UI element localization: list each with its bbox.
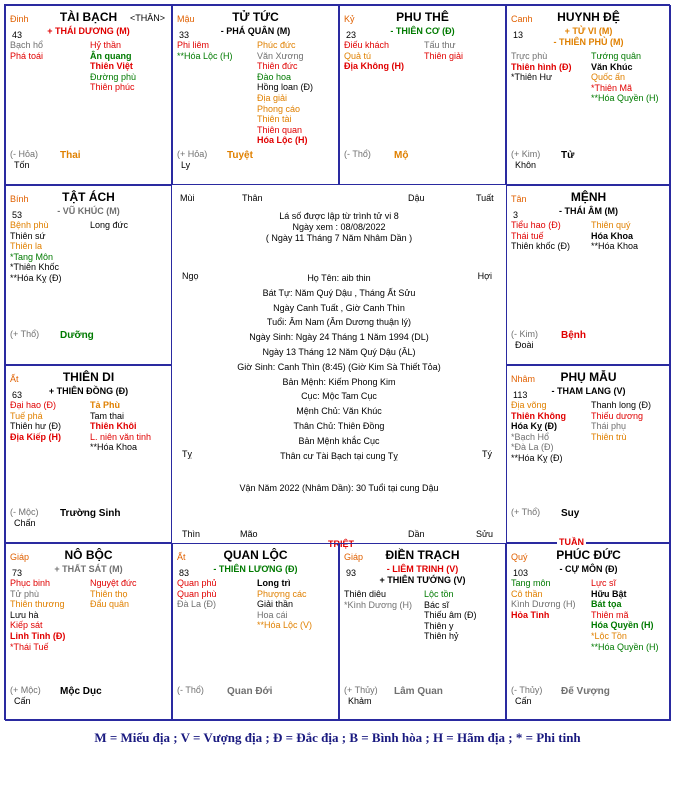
star-entry: Thiên la <box>10 241 43 252</box>
star-entry: Tử phù <box>10 588 40 599</box>
left-stars-column <box>10 40 43 61</box>
star-entry: *Kình Dương (H) <box>344 599 412 610</box>
star-entry: Thiên hỷ <box>424 631 459 642</box>
palace-name: PHÚC ĐỨC <box>556 548 621 562</box>
right-stars-column <box>90 40 136 93</box>
star-entry: Giải thần <box>257 599 294 610</box>
major-star: + TỬ VI (M) <box>564 26 613 36</box>
palace-dien-trach[interactable] <box>339 543 506 721</box>
star-entry: Trực phù <box>511 51 548 61</box>
palace-age-number: 33 <box>179 30 190 40</box>
star-entry: Tuế phá <box>10 410 43 421</box>
star-entry: Hoa cái <box>257 609 288 620</box>
palace-can-chi: Tân <box>511 194 527 204</box>
major-star: - THIÊN PHỦ (M) <box>553 37 624 47</box>
left-stars-column <box>10 578 65 652</box>
star-entry: Điếu khách <box>344 40 390 50</box>
star-entry: *Bạch Hổ <box>511 431 550 442</box>
star-entry: **Hóa Kỵ (Đ) <box>10 272 62 283</box>
star-entry: Long đức <box>90 220 129 230</box>
star-entry: Cô thần <box>511 588 543 599</box>
star-entry: Thiên thương <box>10 599 65 610</box>
star-entry: Phi liêm <box>177 40 210 50</box>
palace-stage: Bệnh <box>561 330 586 341</box>
star-entry: Bạch hổ <box>10 40 44 50</box>
star-entry: Thiên quý <box>591 220 631 230</box>
palace-age-number: 83 <box>179 568 190 578</box>
left-stars-column <box>10 220 62 284</box>
palace-stage: Lâm Quan <box>394 686 443 697</box>
star-entry: Quan phủ <box>177 578 217 588</box>
left-stars-column <box>511 51 572 83</box>
star-entry: Văn Khúc <box>591 61 633 72</box>
star-entry: Địa giải <box>257 92 288 103</box>
star-entry: *Đà La (Đ) <box>511 442 554 453</box>
star-entry: Văn Xương <box>257 50 304 61</box>
right-stars-column <box>90 578 137 610</box>
info-line: Ngày 13 Tháng 12 Năm Quý Dậu (ÂL) <box>262 347 416 357</box>
palace-element: (+ Kim) <box>511 149 541 159</box>
palace-stage: Tuyệt <box>227 150 253 161</box>
major-star: - THAM LANG (V) <box>551 386 626 396</box>
palace-quan-loc[interactable] <box>172 543 339 721</box>
palace-stage: Đế Vượng <box>561 686 610 697</box>
left-stars-column <box>344 40 404 72</box>
palace-stage: Quan Đới <box>227 686 273 697</box>
star-entry: Đẩu quân <box>90 599 130 610</box>
right-stars-column <box>424 589 477 642</box>
star-entry: *Thiên Khốc <box>10 262 60 273</box>
major-star: + THÁI DƯƠNG (M) <box>47 26 130 36</box>
palace-tat-ach[interactable] <box>5 185 172 365</box>
palace-age-number: 113 <box>513 390 528 400</box>
star-entry: Hóa Kỵ (Đ) <box>511 421 558 432</box>
star-entry: **Hóa Quyền (H) <box>591 641 659 652</box>
major-star: - CỰ MÔN (Đ) <box>559 564 618 574</box>
palace-age-number: 23 <box>346 30 357 40</box>
star-entry: Đà La (Đ) <box>177 599 217 610</box>
palace-stage: Thai <box>60 150 81 161</box>
star-entry: Bệnh phù <box>10 220 49 230</box>
palace-name: PHỤ MẪU <box>560 370 617 384</box>
palace-direction: Cấn <box>515 696 532 706</box>
right-stars-column <box>591 400 651 442</box>
left-stars-column <box>511 400 566 464</box>
major-star: - THÁI ÂM (M) <box>559 206 618 216</box>
palace-can-chi: Đinh <box>10 14 29 24</box>
star-entry: Kình Dương (H) <box>511 599 576 610</box>
branch-label: Tuất <box>476 193 494 203</box>
star-entry: Địa Kiếp (H) <box>10 431 62 442</box>
palace-direction: Cấn <box>14 696 31 706</box>
star-entry: Thiên thọ <box>90 588 128 599</box>
star-entry: Đào hoa <box>257 71 292 82</box>
palace-age-number: 103 <box>513 568 529 578</box>
palace-menh[interactable] <box>506 185 671 365</box>
star-entry: *Thiên Hư <box>511 72 553 83</box>
palace-element: (+ Thủy) <box>344 685 378 695</box>
info-line: Cục: Mộc Tam Cục <box>301 391 377 402</box>
palace-age-number: 43 <box>12 30 23 40</box>
left-stars-column <box>344 589 412 610</box>
tuan-marker: TUẦN <box>559 537 584 547</box>
left-stars-column <box>177 578 217 610</box>
star-entry: Thanh long (Đ) <box>591 400 652 410</box>
branch-label: Thìn <box>182 529 201 539</box>
branch-label: Dậu <box>408 193 425 203</box>
star-entry: Thiên hình (Đ) <box>511 61 572 72</box>
palace-phuc-duc[interactable] <box>506 543 671 721</box>
major-star: - THIÊN CƠ (Đ) <box>390 26 455 36</box>
palace-can-chi: Canh <box>511 14 533 24</box>
star-entry: Long trì <box>257 578 291 588</box>
star-entry: Quả tú <box>344 50 372 61</box>
palace-name: QUAN LỘC <box>223 548 288 562</box>
palace-element: (+ Mộc) <box>10 685 41 695</box>
star-entry: Thiên y <box>424 620 454 631</box>
right-stars-column <box>257 578 312 631</box>
star-entry: Thiên Việt <box>90 61 133 72</box>
star-entry: Hóa Lộc (H) <box>257 135 308 146</box>
major-star: + THIÊN TƯỚNG (V) <box>379 575 466 585</box>
star-entry: Thiếu âm (Đ) <box>424 610 477 621</box>
center-info-panel <box>172 185 506 549</box>
palace-element: (+ Hỏa) <box>177 149 208 159</box>
palace-tu-tuc[interactable] <box>172 5 339 185</box>
palace-element: (- Hỏa) <box>10 149 39 159</box>
branch-label: Mùi <box>180 193 195 203</box>
star-entry: *Thái Tuế <box>10 641 49 652</box>
palace-name: HUYNH ĐỆ <box>557 10 620 24</box>
palace-age-number: 73 <box>12 568 23 578</box>
star-entry: *Lộc Tồn <box>591 630 627 641</box>
star-entry: **Hóa Lộc (V) <box>257 620 313 631</box>
palace-stage: Mộc Dục <box>60 686 102 697</box>
branch-label: Hợi <box>477 271 492 281</box>
right-stars-column <box>90 220 128 231</box>
left-stars-column <box>10 400 61 442</box>
palace-direction: Đoài <box>515 340 534 350</box>
intro-line: Ngày xem : 08/08/2022 <box>292 222 386 232</box>
branch-label: Sửu <box>476 529 494 539</box>
palace-element: (- Mộc) <box>10 507 39 517</box>
star-entry: Thiên mã <box>591 609 629 620</box>
star-entry: Nguyệt đức <box>90 578 137 588</box>
branch-label: Ngọ <box>182 271 199 281</box>
star-entry: Tam thai <box>90 410 125 421</box>
info-line: Thân Chủ: Thiên Đồng <box>293 421 385 431</box>
star-entry: Thiên giải <box>424 50 464 61</box>
star-entry: **Hóa Khoa <box>591 241 639 252</box>
star-entry: Phúc đức <box>257 40 296 50</box>
star-entry: *Thiên Mã <box>591 82 633 93</box>
star-entry: Phong cáo <box>257 103 301 114</box>
star-entry: Lưu hà <box>10 609 39 620</box>
palace-element: (- Thủy) <box>511 685 543 695</box>
star-entry: **Hóa Kỵ (Đ) <box>511 452 563 463</box>
info-line: Bản Mệnh khắc Cục <box>298 435 380 446</box>
right-stars-column <box>591 51 659 104</box>
intro-line: ( Ngày 11 Tháng 7 Năm Nhâm Dần ) <box>265 233 413 243</box>
major-star: + THIÊN ĐỒNG (Đ) <box>48 386 129 396</box>
star-entry: Thiên hư (Đ) <box>10 421 62 432</box>
star-entry: Ân quang <box>90 50 132 61</box>
info-line: Họ Tên: aib thin <box>307 273 371 283</box>
palace-stage: Suy <box>561 508 580 519</box>
info-line: Ngày Sinh: Ngày 24 Tháng 1 Năm 1994 (DL) <box>249 332 429 343</box>
star-entry: Thiên trù <box>591 431 627 442</box>
major-star: - PHÁ QUÂN (M) <box>220 26 291 36</box>
palace-phu-the[interactable] <box>339 5 506 185</box>
palace-age-number: 93 <box>346 568 357 578</box>
star-entry: Tướng quân <box>591 51 641 61</box>
star-entry: Hữu Bật <box>591 588 627 599</box>
palace-huynh-de[interactable] <box>506 5 671 185</box>
palace-element: (+ Thổ) <box>511 507 541 517</box>
star-entry: Lực sĩ <box>591 578 617 588</box>
star-entry: Quốc ấn <box>591 72 626 83</box>
star-entry: Linh Tinh (Đ) <box>10 630 66 641</box>
star-entry: Tang môn <box>511 578 551 588</box>
palace-direction: Khảm <box>348 696 372 706</box>
palace-age-number: 53 <box>12 210 23 220</box>
star-entry: **Hóa Quyền (H) <box>591 93 659 104</box>
palace-can-chi: Giáp <box>344 552 364 562</box>
branch-label: Mão <box>240 529 258 539</box>
palace-can-chi: Quý <box>511 552 528 562</box>
info-line: Thân cư Tài Bạch tại cung Tỵ <box>280 450 398 461</box>
star-entry: Kiếp sát <box>10 620 43 631</box>
palace-name: NÔ BỘC <box>64 548 113 562</box>
palace-name: THIÊN DI <box>62 370 115 384</box>
palace-name: MỆNH <box>570 190 607 204</box>
palace-can-chi: Kỷ <box>344 14 355 24</box>
star-entry: Hóa Khoa <box>591 230 634 241</box>
star-entry: Thiên diêu <box>344 589 387 599</box>
palace-can-chi: Bính <box>10 194 29 204</box>
palace-can-chi: Ất <box>10 374 19 384</box>
info-line: Giờ Sinh: Canh Thìn (8:45) (Giờ Kim Sà Thiết Tỏa) <box>237 361 441 372</box>
intro-line: Lá số được lập từ trình tử vi 8 <box>279 211 399 221</box>
star-entry: Thiên Không <box>511 410 566 421</box>
palace-name: TỬ TỨC <box>232 10 279 24</box>
palace-direction: Khôn <box>515 160 537 170</box>
star-entry: Địa Không (H) <box>344 61 404 72</box>
branch-label: Tỵ <box>182 449 192 459</box>
star-entry: Đường phù <box>90 71 136 82</box>
palace-age-number: 13 <box>513 30 524 40</box>
star-entry: Thiên đức <box>257 61 298 72</box>
star-entry: Thiên khốc (Đ) <box>511 241 571 252</box>
palace-direction: Ly <box>181 160 191 170</box>
major-star: - VŨ KHÚC (M) <box>57 206 120 216</box>
star-entry: Thiên Khôi <box>90 421 137 432</box>
major-star: + THẤT SÁT (M) <box>54 564 123 574</box>
right-stars-column <box>591 220 638 252</box>
info-line: Ngày Canh Tuất , Giờ Canh Thìn <box>273 302 405 313</box>
star-entry: Phá toái <box>10 50 44 61</box>
star-entry: Bát tọa <box>591 599 622 610</box>
right-stars-column <box>90 400 151 453</box>
palace-name: PHU THÊ <box>396 10 449 24</box>
star-entry: Tả Phù <box>90 400 121 410</box>
palace-element: (- Kim) <box>511 329 538 339</box>
star-entry: Thiên sứ <box>10 230 46 241</box>
palace-thien-di[interactable] <box>5 365 172 543</box>
palace-age-number: 63 <box>12 390 23 400</box>
palace-can-chi: Nhâm <box>511 374 536 384</box>
palace-name: TÀI BẠCH <box>59 10 118 24</box>
star-entry: L. niên văn tinh <box>90 431 152 442</box>
palace-stage: Dưỡng <box>60 330 94 341</box>
star-entry: Lộc tồn <box>424 589 454 599</box>
info-line: Mệnh Chủ: Văn Khúc <box>296 406 382 417</box>
star-entry: Hỏa Tinh <box>511 609 550 620</box>
van-nam-line: Vận Năm 2022 (Nhâm Dần): 30 Tuổi tại cung Dậu <box>239 483 439 493</box>
star-entry: Thiếu dương <box>591 410 643 421</box>
palace-direction: Tốn <box>14 160 30 170</box>
than-marker: <THÂN> <box>129 13 165 23</box>
palace-stage: Tử <box>561 150 575 161</box>
info-line: Bản Mệnh: Kiếm Phong Kim <box>282 376 396 387</box>
star-entry: Tiểu hao (Đ) <box>511 220 561 230</box>
palace-age-number: 3 <box>513 210 519 220</box>
palace-tai-bach[interactable] <box>5 5 172 185</box>
star-entry: **Hóa Lộc (H) <box>177 50 233 61</box>
right-stars-column <box>591 578 659 652</box>
palace-phu-mau[interactable] <box>506 365 671 543</box>
star-entry: Quan phù <box>177 588 217 599</box>
branch-label: Thân <box>242 193 263 203</box>
palace-direction: Chấn <box>14 518 36 528</box>
palace-element: (- Thổ) <box>177 685 204 695</box>
palace-element: (+ Thổ) <box>10 329 40 339</box>
triet-marker: TRIỆT <box>328 539 354 549</box>
star-entry: Thái phụ <box>591 421 627 432</box>
star-entry: Hỷ thần <box>90 40 122 50</box>
star-entry: **Hóa Khoa <box>90 442 138 453</box>
info-line: Bát Tự: Năm Quý Dậu , Tháng Ất Sửu <box>262 287 416 298</box>
star-entry: Hồng loan (Đ) <box>257 82 314 93</box>
branch-label: Tý <box>482 449 492 459</box>
major-star: - THIÊN LƯƠNG (Đ) <box>213 564 298 574</box>
palace-element: (- Thổ) <box>344 149 371 159</box>
palace-can-chi: Giáp <box>10 552 30 562</box>
palace-name: TẬT ÁCH <box>62 190 115 204</box>
palace-stage: Mộ <box>394 150 409 161</box>
tu-vi-chart-grid <box>4 4 670 720</box>
right-stars-column <box>424 40 463 61</box>
palace-name: ĐIỀN TRẠCH <box>385 548 460 562</box>
major-star: - LIÊM TRINH (V) <box>386 564 459 574</box>
star-entry: Thái tuế <box>511 230 544 241</box>
palace-can-chi: Mậu <box>177 14 195 24</box>
star-entry: *Tang Môn <box>10 251 54 262</box>
star-entry: Thiên phúc <box>90 82 135 93</box>
info-line: Tuổi: Âm Nam (Âm Dương thuận lý) <box>266 317 412 328</box>
star-entry: Phục binh <box>10 578 51 588</box>
left-stars-column <box>511 220 570 252</box>
star-entry: Thiên quan <box>257 124 303 135</box>
left-stars-column <box>177 40 233 61</box>
star-entry: Địa võng <box>511 400 547 410</box>
branch-label: Dần <box>408 529 425 539</box>
star-entry: Phượng các <box>257 588 307 599</box>
star-entry: Đại hao (Đ) <box>10 400 57 410</box>
palace-can-chi: Ất <box>177 552 186 562</box>
palace-stage: Trường Sinh <box>60 508 121 519</box>
star-entry: Bác sĩ <box>424 599 450 610</box>
left-stars-column <box>511 578 575 620</box>
right-stars-column <box>257 40 313 146</box>
star-entry: Thiên tài <box>257 114 292 125</box>
palace-no-boc[interactable] <box>5 543 172 721</box>
star-entry: Hóa Quyền (H) <box>591 620 654 631</box>
legend: M = Miếu địa ; V = Vượng địa ; Đ = Đắc địa ; B = Bình hòa ; H = Hãm địa ; * = Phi tinh <box>94 730 581 745</box>
star-entry: Tấu thư <box>424 40 456 50</box>
